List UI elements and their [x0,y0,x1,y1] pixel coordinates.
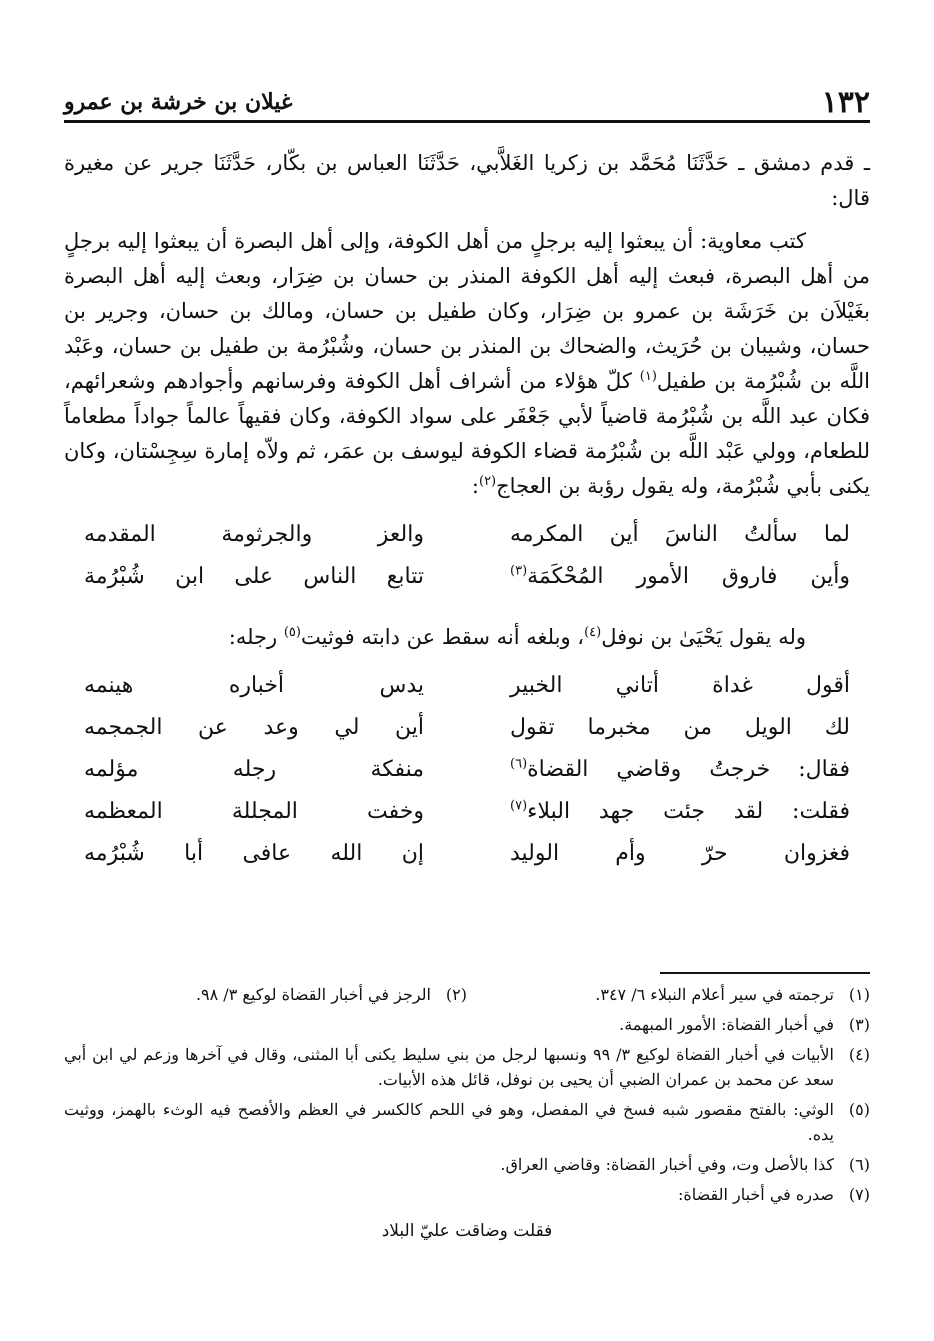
verse-line [64,707,870,749]
verse-first-hemistich [510,791,850,833]
header-rule [64,120,870,123]
footnote-ref-6[interactable]: (٦) [510,756,528,772]
verse-second-hemistich: إن الله عافى أبا شُبْرُمه [84,841,424,866]
footnote-text: في أخبار القضاة: الأمور المبهمة. [619,1015,834,1034]
main-paragraph-part-c: : [471,474,479,498]
poem-intro-part-b: ، وبلغه أنه سقط عن دابته فوثيت [300,625,585,649]
verse-second-hemistich: أين لي وعد عن الجمجمه [84,715,424,740]
poem-intro-part-a: وله يقول يَحْيَىٰ بن نوفل [601,625,806,649]
footnote-ref-4[interactable]: (٤) [584,625,602,640]
footnote-text: الرجز في أخبار القضاة لوكيع ٣/ ٩٨. [195,985,431,1004]
footnote-item [64,1042,870,1092]
footnote-ref-5[interactable]: (٥) [283,625,301,640]
main-paragraph-part-b: كلّ هؤلاء من أشراف أهل الكوفة وفرسانهم وأجوادهم وشعرائهم، فكان عبد اللَّه بن شُبْرُمة قاضياً لأبي جَعْفَر على سواد الكوفة، وكان فقيهاً عالماً جواداً مطعاماً للطعام، وولي عَبْد اللَّه بن شُبْرُمة قضاء الكوفة ليوسف بن عمَر، ثم ولاّه إمارة سِجِسْتان، وكان يكنى بأبي شُبْرُمة، وله يقول رؤبة بن العجاج [64,369,870,498]
verse-first-hemistich: فغزوان حرّ وأم الوليد [510,841,850,866]
verse-second-hemistich: والعز والجرثومة المقدمه [84,522,424,547]
footnote-item [467,982,870,1007]
footnote-number: (٧) [848,1185,870,1204]
verse-line [64,749,870,791]
footnote-text: كذا بالأصل وت، وفي أخبار القضاة: وقاضي العراق. [500,1155,834,1174]
verse-second-hemistich: منفكة رجله مؤلمه [84,757,424,782]
verse-line [64,833,870,875]
footnote-number: (٥) [848,1100,870,1119]
footnote-number: (٣) [848,1015,870,1034]
main-text [64,146,870,885]
verse-line [64,665,870,707]
verse-first-hemistich: أقول غداة أتاني الخبير [510,673,850,698]
footnotes [64,982,870,1244]
poem-rajaz [64,514,870,598]
verse-second-hemistich: يدس أخباره هينمه [84,673,424,698]
footnote-text: صدره في أخبار القضاة: [677,1185,834,1204]
page-header [64,82,870,122]
footnote-number: (١) [848,985,870,1004]
footnote-item [64,1182,870,1207]
footnote-item [64,982,467,1007]
verse-first-hemistich: لك الويل من مخبرما تقول [510,715,850,740]
verse-line [64,556,870,598]
verse-second-hemistich: وخفت المجللة المعظمه [84,799,424,824]
footnote-ref-1[interactable]: (١) [639,369,657,384]
footnote-number: (٦) [848,1155,870,1174]
footnote-row [64,982,870,1007]
footnote-text: الوثي: بالفتح مقصور شبه فسخ في المفصل، وهو في اللحم كالكسر في العظم والأفصح فيه الوثء بالهمز، ووثيت يده. [64,1100,835,1144]
verse-first-hemistich [510,749,850,791]
footnote-ref-3[interactable]: (٣) [510,563,528,579]
verse-first-text: فقال: خرجتُ وقاضي القضاة [527,757,850,782]
footnote-ref-2[interactable]: (٢) [478,474,497,489]
verse-line [64,514,870,556]
running-title: غيلان بن خرشة بن عمرو [64,89,293,115]
page-number: ١٣٢ [821,84,870,120]
poem-mutaqarib [64,665,870,875]
footnote-text: ترجمته في سير أعلام النبلاء ٦/ ٣٤٧. [595,985,834,1004]
main-paragraph-part-a: كتب معاوية: أن يبعثوا إليه برجلٍ من أهل الكوفة، وإلى أهل البصرة أن يبعثوا إليه برجلٍ من أهل البصرة، فبعث إليه أهل الكوفة المنذر بن حسان بن ضِرَار، وبعث إليه أهل البصرة بغَيْلاَن بن خَرَشَة بن عمرو بن ضِرَار، وكان طفيل بن حسان، ومالك بن حسان، وجرير بن حسان، وشيبان بن حُرَيث، والضحاك بن المنذر بن حسان، وشُبْرُمة بن طفيل بن حسان، وعَبْد اللَّه بن شُبْرُمة بن طفيل [64,229,870,393]
footnote-ref-7[interactable]: (٧) [510,798,528,814]
verse-line [64,791,870,833]
footnote-rule [660,972,870,974]
footnote-item [64,1012,870,1037]
verse-first-hemistich [510,556,850,598]
footnote-item [64,1097,870,1147]
opening-paragraph: ـ قدم دمشق ـ حَدَّثَنَا مُحَمَّد بن زكريا الغَلاَّبي، حَدَّثَنَا العباس بن بكّار، حَدَّثَنَا جرير عن مغيرة قال: [64,151,870,210]
footnote-item [64,1152,870,1177]
verse-first-text: وأين فاروق الأمور المُحْكَمَة [527,564,850,589]
poem-intro [64,620,870,655]
footnote-number: (٤) [848,1045,870,1064]
verse-second-hemistich: تتابع الناس على ابن شُبْرُمة [84,564,424,589]
footnote-text: الأبيات في أخبار القضاة لوكيع ٣/ ٩٩ ونسبها لرجل من بني سليط يكنى أبا المثنى، وقال في آخرها وزعم لي ابن أبي سعد عن محمد بن عمران الضبي أن يحيى بن نوفل، قائل هذه الأبيات. [64,1045,835,1089]
verse-first-text: فقلت: لقد جئت جهد البلاء [527,799,850,824]
poem-intro-part-c: رجله: [228,625,284,649]
verse-first-hemistich: لما سألتُ الناسَ أين المكرمه [510,522,850,547]
footnote-verse: فقلت وضاقت عليّ البلاد [381,1221,553,1241]
main-paragraph [64,224,870,504]
footnote-number: (٢) [445,985,467,1004]
